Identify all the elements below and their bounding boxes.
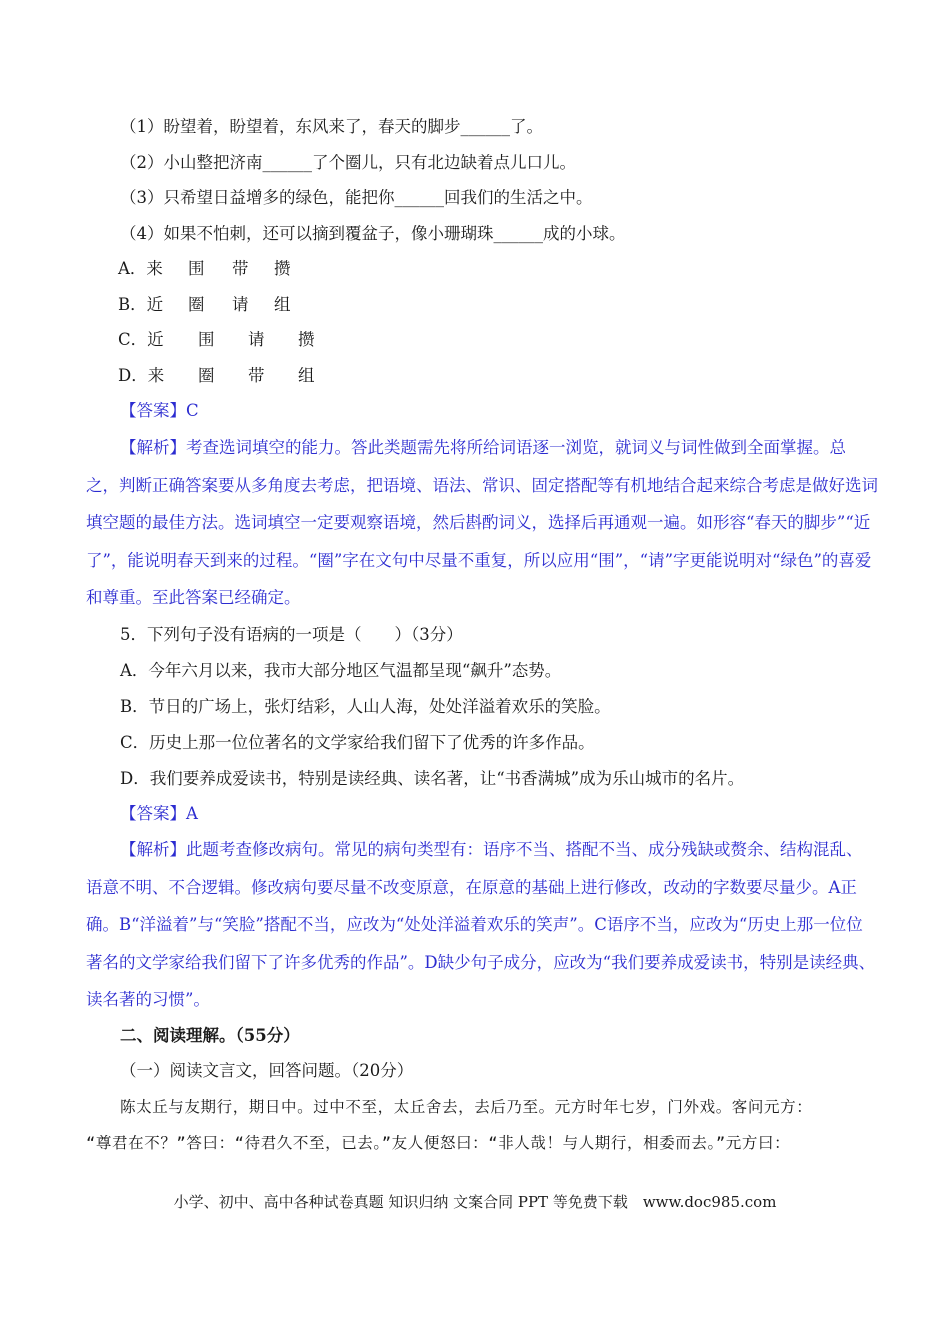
q4-item-1: （1）盼望着，盼望着，东风来了，春天的脚步______了。: [120, 117, 543, 136]
option-word: 围: [188, 259, 205, 278]
q5-option-b: B．节日的广场上，张灯结彩，人山人海，处处洋溢着欢乐的笑脸。: [120, 697, 611, 716]
q4-option-c: [118, 328, 315, 352]
option-word: 带: [232, 259, 249, 278]
q4-item-3: （3）只希望日益增多的绿色，能把你______回我们的生活之中。: [120, 188, 593, 207]
option-word: 请: [248, 330, 265, 349]
q4-option-b: [118, 293, 291, 317]
option-word: 组: [274, 295, 291, 314]
q4-answer: 【答案】C: [120, 401, 199, 420]
option-word: 组: [298, 366, 315, 385]
option-label: C．近: [118, 330, 164, 349]
option-word: 带: [248, 366, 265, 385]
option-word: 请: [232, 295, 249, 314]
q4-option-a: [118, 257, 291, 281]
classical-text-line-2: “尊君在不？”答曰：“待君久不至，已去。”友人便怒曰：“非人哉！与人期行，相委而去。”元方曰：: [86, 1134, 791, 1152]
option-word: 攒: [298, 330, 315, 349]
option-label: B．近: [118, 295, 164, 314]
q4-option-d: [118, 364, 315, 388]
option-word: 围: [198, 330, 215, 349]
q5-option-a: A．今年六月以来，我市大部分地区气温都呈现“飙升”态势。: [120, 661, 562, 680]
q4-analysis: 【解析】考查选词填空的能力。答此类题需先将所给词语逐一浏览，就词义与词性做到全面掌握。总之，判断正确答案要从多角度去考虑，把语境、语法、常识、固定搭配等有机地结合起来综合考虑是做好选词填空题的最佳方法。选词填空一定要观察语境，然后斟酌词义，选择后再通观一遍。如形容“春天的脚步”“近了”，能说明春天到来的过程。“圈”字在文句中尽量不重复，所以应用“围”，“请”字更能说明对“绿色”的喜爱和尊重。至此答案已经确定。: [86, 438, 878, 607]
q5-option-d: D．我们要养成爱读书，特别是读经典、读名著，让“书香满城”成为乐山城市的名片。: [120, 769, 745, 788]
section-title: 二、阅读理解。（55分）: [120, 1026, 300, 1045]
option-label: D．来: [118, 366, 165, 385]
option-word: 圈: [198, 366, 215, 385]
subsection-title: （一）阅读文言文，回答问题。（20分）: [120, 1061, 414, 1080]
q5-option-c: C．历史上那一位位著名的文学家给我们留下了优秀的许多作品。: [120, 733, 595, 752]
classical-text-line-1: 陈太丘与友期行，期日中。过中不至，太丘舍去，去后乃至。元方时年七岁，门外戏。客问元方：: [120, 1098, 813, 1116]
q5-analysis: 【解析】此题考查修改病句。常见的病句类型有：语序不当、搭配不当、成分残缺或赘余、结构混乱、语意不明、不合逻辑。修改病句要尽量不改变原意，在原意的基础上进行修改，改动的字数要尽量少。A正确。B“洋溢着”与“笑脸”搭配不当，应改为“处处洋溢着欢乐的笑声”。C语序不当，应改为“历史上那一位位著名的文学家给我们留下了许多优秀的作品”。D缺少句子成分，应改为“我们要养成爱读书，特别是读经典、读名著的习惯”。: [86, 840, 876, 1009]
option-word: 圈: [188, 295, 205, 314]
option-word: 攒: [274, 259, 291, 278]
q5-answer: 【答案】A: [120, 804, 198, 823]
q4-item-2: （2）小山整把济南______了个圈儿，只有北边缺着点儿口儿。: [120, 153, 576, 172]
option-label: A．来: [118, 259, 163, 278]
q5-stem: 5．下列句子没有语病的一项是（ ）（3分）: [120, 625, 463, 644]
page-footer: 小学、初中、高中各种试卷真题 知识归纳 文案合同 PPT 等免费下载 www.doc985.com: [173, 1193, 777, 1211]
q4-item-4: （4）如果不怕刺，还可以摘到覆盆子，像小珊瑚珠______成的小球。: [120, 224, 626, 243]
